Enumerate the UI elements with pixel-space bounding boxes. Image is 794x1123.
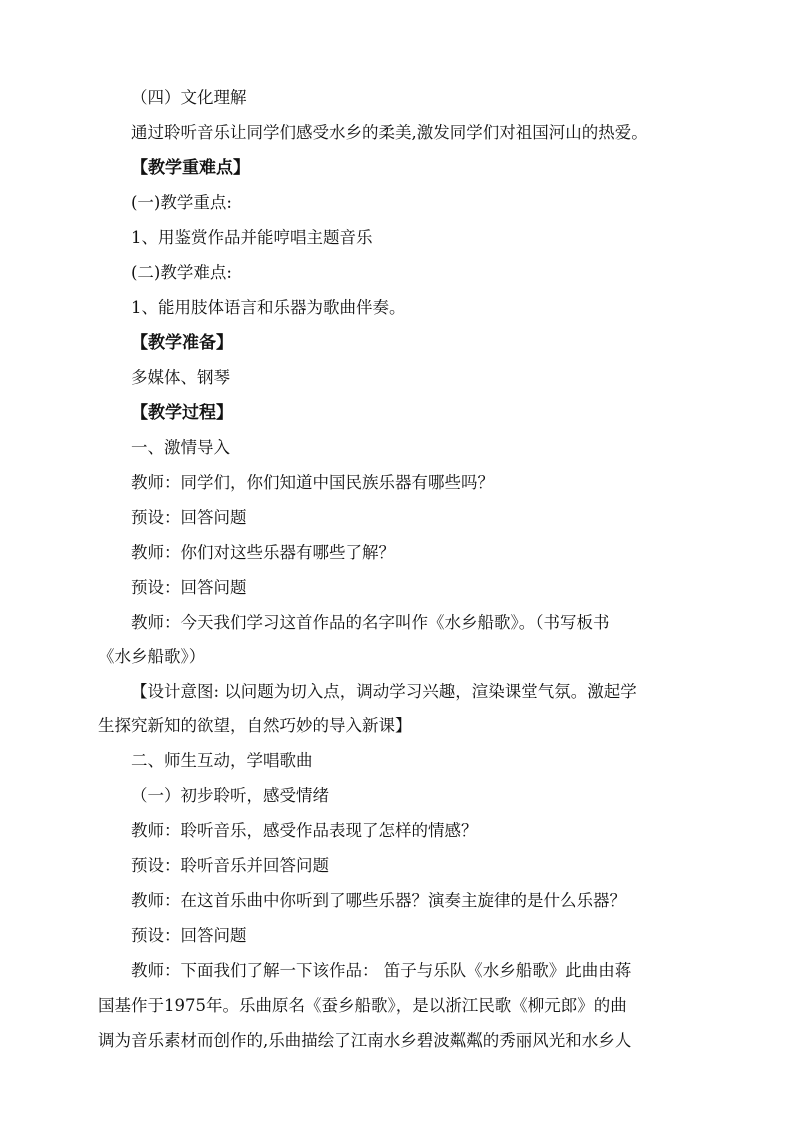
dialogue-line-continued: 《水乡船歌》） <box>98 647 206 666</box>
dialogue-line: 教师：在这首乐曲中你听到了哪些乐器？演奏主旋律的是什么乐器？ <box>131 891 626 910</box>
step-2-interaction: 二、师生互动，学唱歌曲 <box>131 751 313 770</box>
paragraph-culture-goal: 通过聆听音乐让同学们感受水乡的柔美,激发同学们对祖国河山的热爱。 <box>131 123 648 142</box>
work-introduction: 教师：下面我们了解一下该作品： 笛子与乐队《水乡船歌》此曲由蒋 <box>131 961 632 980</box>
step-1-introduction: 一、激情导入 <box>131 438 230 457</box>
section-culture-understanding: （四）文化理解 <box>131 88 247 107</box>
design-intent-note-continued: 生探究新知的欲望，自然巧妙的导入新课】 <box>98 716 412 735</box>
design-intent-note: 【设计意图: 以问题为切入点，调动学习兴趣，渲染课堂气氛。激起学 <box>131 682 637 701</box>
preparation-materials: 多媒体、钢琴 <box>131 368 230 387</box>
work-introduction-continued: 国基作于1975年。乐曲原名《蚕乡船歌》，是以浙江民歌《柳元郎》的曲 <box>98 996 627 1015</box>
subheading-key-points: (一)教学重点: <box>131 193 232 212</box>
dialogue-line: 预设：回答问题 <box>131 578 247 597</box>
dialogue-line: 教师：聆听音乐，感受作品表现了怎样的情感？ <box>131 821 478 840</box>
dialogue-line: 预设：聆听音乐并回答问题 <box>131 856 329 875</box>
dialogue-line: 教师：你们对这些乐器有哪些了解？ <box>131 543 395 562</box>
heading-teaching-preparation: 【教学准备】 <box>131 333 233 353</box>
key-point-item: 1、用鉴赏作品并能哼唱主题音乐 <box>131 228 373 247</box>
work-introduction-continued: 调为音乐素材而创作的,乐曲描绘了江南水乡碧波粼粼的秀丽风光和水乡人 <box>98 1031 632 1050</box>
dialogue-line: 预设：回答问题 <box>131 926 247 945</box>
dialogue-line: 预设：回答问题 <box>131 508 247 527</box>
heading-teaching-process: 【教学过程】 <box>131 403 233 423</box>
substep-first-listening: （一）初步聆听，感受情绪 <box>131 786 329 805</box>
dialogue-line: 教师：今天我们学习这首作品的名字叫作《水乡船歌》。（书写板书 <box>131 613 610 632</box>
subheading-difficult-points: (二)教学难点: <box>131 263 232 282</box>
difficult-point-item: 1、能用肢体语言和乐器为歌曲伴奏。 <box>131 298 406 317</box>
heading-key-difficult-points: 【教学重难点】 <box>131 158 250 178</box>
dialogue-line: 教师：同学们，你们知道中国民族乐器有哪些吗？ <box>131 473 494 492</box>
